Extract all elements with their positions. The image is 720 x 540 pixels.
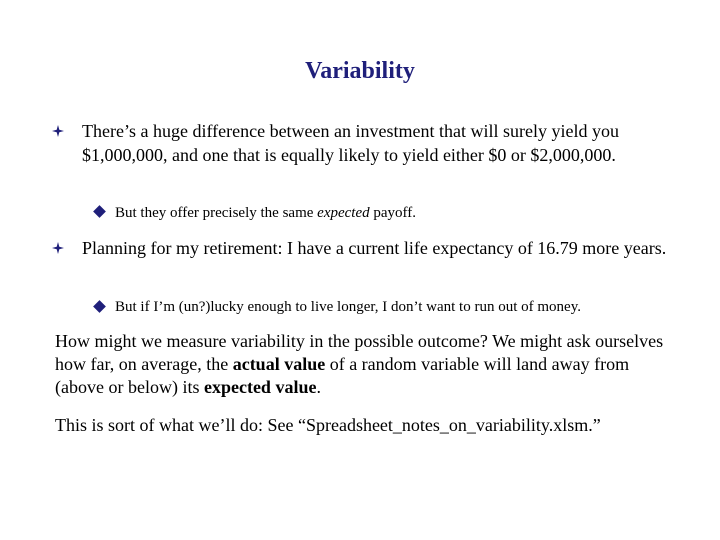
bullet-1-text: There’s a huge difference between an investment that will surely yield you $1,000,000, and one that is equally likely to yield either $0 or $2,000,000. (82, 121, 619, 165)
paragraph-spreadsheet: This is sort of what we’ll do: See “Spreadsheet_notes_on_variability.xlsm.” (55, 415, 601, 435)
four-point-star-icon (52, 242, 64, 254)
paragraph-variability (55, 330, 675, 399)
slide-title: Variability (305, 58, 415, 84)
bold-actual-value: actual value (232, 354, 326, 374)
sub-bullet-1 (115, 203, 695, 223)
sub-bullet-1-emphasis: expected (317, 205, 370, 221)
paragraph-text: of a random variable will land away from (above or below) its (55, 354, 630, 397)
sub-bullet-1-text-end: payoff. (369, 205, 417, 221)
diamond-icon (93, 300, 106, 313)
paragraph-text: . (316, 377, 321, 397)
diamond-icon (93, 205, 106, 218)
sub-bullet-1-text: But they offer precisely the same (115, 205, 318, 221)
bold-expected-value: expected value (203, 377, 317, 397)
bullet-2-text: Planning for my retirement: I have a current life expectancy of 16.79 more years. (82, 238, 667, 258)
paragraph-text: How might we measure variability in the possible outcome? We might ask ourselves how far, on average, the (55, 331, 664, 374)
four-point-star-icon (52, 125, 64, 137)
sub-bullet-2: But if I’m (un?)lucky enough to live longer, I don’t want to run out of money. (115, 299, 581, 315)
